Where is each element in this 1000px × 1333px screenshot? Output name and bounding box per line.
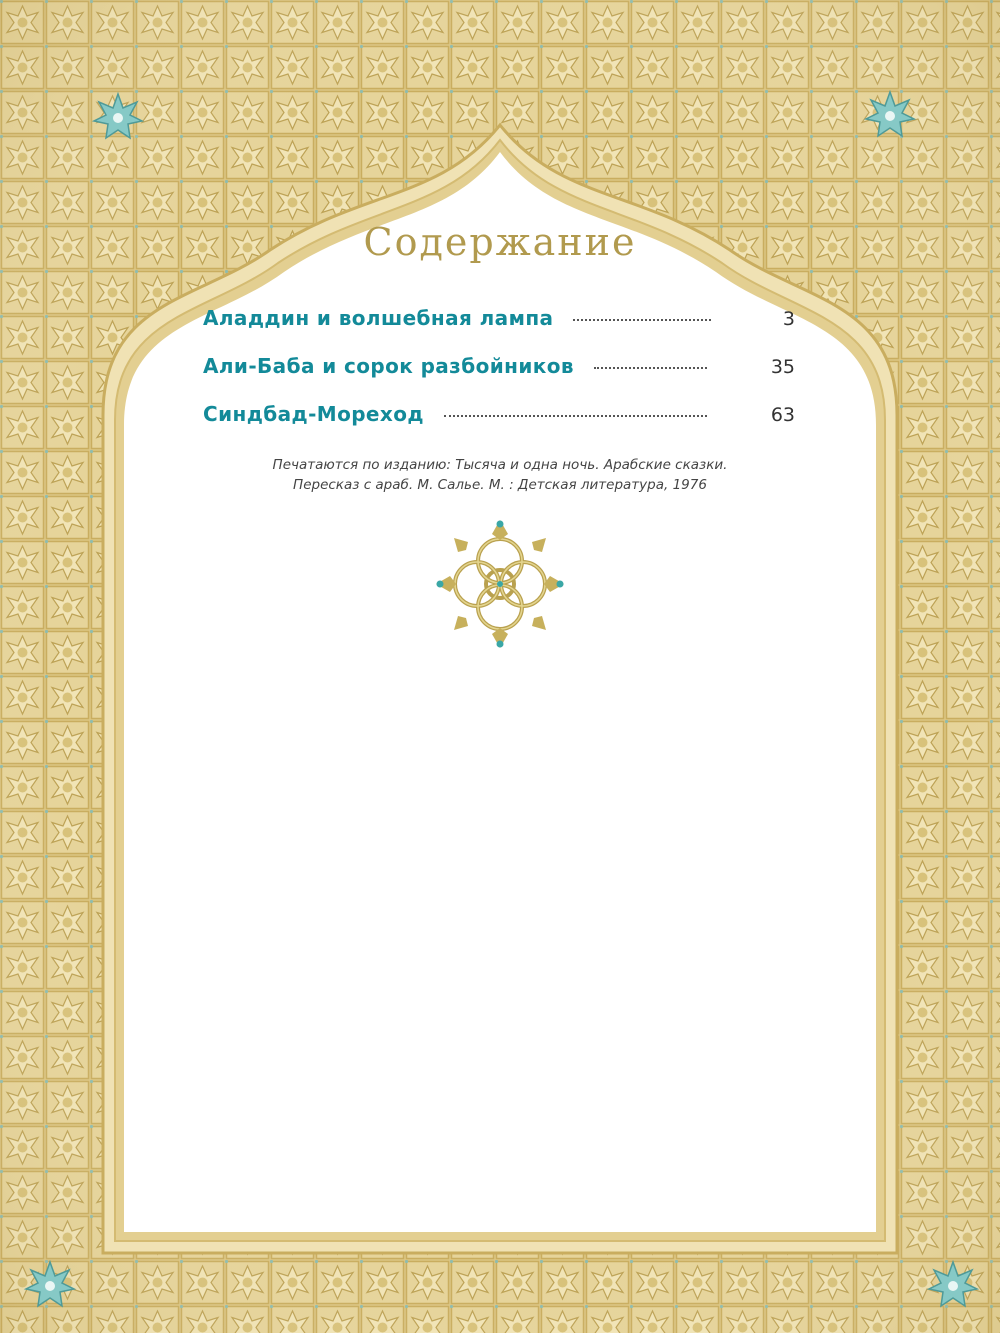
toc-entry-title[interactable]: Али-Баба и сорок разбойников bbox=[203, 354, 574, 378]
toc-entry[interactable] bbox=[203, 306, 795, 354]
toc-entry-title[interactable]: Синдбад-Мореход bbox=[203, 402, 424, 426]
page-title: Содержание bbox=[363, 220, 637, 264]
source-note-line: Печатаются по изданию: Тысяча и одна ночь. Арабские сказки. bbox=[272, 457, 728, 473]
toc-entry-page: 3 bbox=[782, 308, 795, 330]
dot-leader bbox=[573, 319, 711, 321]
dot-leader bbox=[594, 367, 707, 369]
toc-entry-page: 63 bbox=[770, 404, 795, 426]
table-of-contents bbox=[203, 306, 795, 450]
source-note-line: Пересказ с араб. М. Салье. М. : Детская литература, 1976 bbox=[293, 477, 707, 493]
toc-entry[interactable] bbox=[203, 402, 795, 450]
ornament-rosette-icon bbox=[432, 516, 568, 652]
dot-leader bbox=[444, 415, 707, 417]
toc-entry[interactable] bbox=[203, 354, 795, 402]
toc-entry-title[interactable]: Аладдин и волшебная лампа bbox=[203, 306, 554, 330]
source-note bbox=[0, 455, 1000, 495]
toc-entry-page: 35 bbox=[770, 356, 795, 378]
